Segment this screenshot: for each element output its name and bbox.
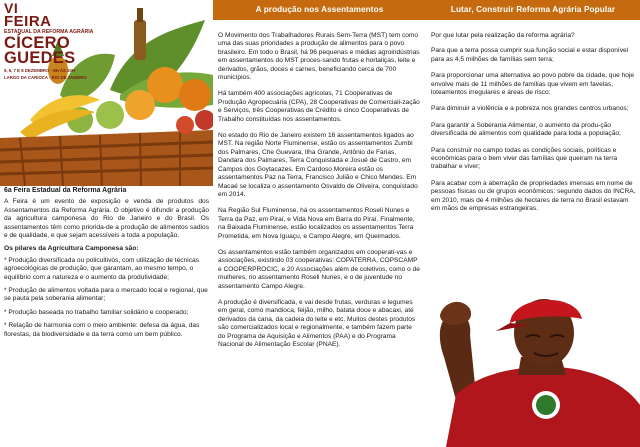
fair-intro: A Feira é um evento de exposição e venda de produtos dos Assentamentos da Reforma Agrária. O objetivo é difundir a produção da agricultura camponesa do Rio de Janeiro e do Brasil. Os assentamentos têm como priorida-de a produção de alimentos sadios e de qualidade, e que sejam acessíveis a toda a população. xyxy=(4,198,209,240)
edition-label: VI xyxy=(4,0,19,16)
poster-title-block xyxy=(4,2,114,80)
production-paragraph: A produção é diversificada, e vai desde frutas, verduras e legumes em geral, como mandioca, feijão, milho, batata doce e abacaxi, até derivados da cana, da cadeia do leite e etc. Muitos destes produtos são comercializados local e regionalmente, e também fazem parte do Programa de Aquisição e Alimentos (PAA) e do Programa Nacional de Alimentação Escolar (PNAE). xyxy=(218,298,416,348)
bottle-shape xyxy=(134,20,146,60)
struggle-answer: Para construir no campo todas as condições sociais, políticas e econômicas para o bem viver das famílias que queiram na terra trabalhar e viver; xyxy=(431,146,618,171)
struggle-question: Por que lutar pela realização da reforma agrária? xyxy=(431,32,575,39)
poster-hero xyxy=(0,0,213,186)
fair-heading: 6a Feira Estadual da Reforma Agrária xyxy=(4,187,127,194)
struggle-answer: Para proporcionar uma alternativa ao povo pobre da cidade, que hoje envolve mais de 11 milhões de famílias que vivem em favelas, loteamentos irregulares e áreas de risco; xyxy=(431,72,635,97)
tomato-fruit xyxy=(195,110,213,130)
event-label: FEIRA xyxy=(4,13,52,30)
struggle-body xyxy=(426,20,640,214)
fist-icon xyxy=(440,302,471,325)
production-paragraph: Na Região Sul Fluminense, há os assentamentos Roseli Nunes e Terra da Paz, em Piraí, e Vida Nova em Barra do Piraí. Finalmente, na Baixada Fluminense, estão localizados os assentamentos Terra Prometida, em Nova Iguaçu, e Campo Alegre, em Queimados. xyxy=(218,207,415,240)
mst-worker-figure xyxy=(426,265,640,447)
event-dates: 5, 6, 7 E 8 DEZEMBRO · 8H ÀS 20H xyxy=(4,68,75,73)
lime-fruit xyxy=(96,101,124,129)
pillar-item: * Produção diversificada ou policultivos, com utilização de técnicas agroecológicas de produção, que garantam, ao mesmo tempo, o equilíbrio com a natureza e o aumento da produtividade; xyxy=(4,256,199,281)
production-paragraph: No estado do Rio de Janeiro existem 16 assentamentos ligados ao MST. Na região Norte Fluminense, estão os assentamentos Zumbi dos Palmares, Che Guevara, Ilha Grande, Antônio de Farias, Dandara dos Palmares, Terra Conquistada e Josué de Castro, em Campos dos Goytacazes. Em Cardoso Moreira estão os assentamentos Paz na Terra, Francisco Julião e Chico Mendes. Em Macaé se localiza o assentamento Osvaldo de Oliveira, conquistado em 2014. xyxy=(218,132,418,198)
production-paragraph: Há também 400 associações agrícolas, 71 Cooperativas de Produção Agropecuária (CPA), 28 Cooperativas de Comerciali-zação e Serviços, três Cooperativas de Crédito e cinco Cooperativas de Trabalho constituídas nos assentamentos. xyxy=(218,90,420,123)
left-panel xyxy=(0,0,213,447)
struggle-answer: Para acabar com a aberração de propriedades imensas em nome de pessoas físicas ou de grupos econômicos: segundo dados do INCRA, em 2010, mais de 4 milhões de hectares de terra no Brasil estavam em mãos de empresas estrangeiras. xyxy=(431,179,636,213)
production-paragraph: O Movimento dos Trabalhadores Rurais Sem-Terra (MST) tem como uma das suas prioridades a produção de alimentos para o povo brasileiro. Em todo o Brasil, há 96 pequenas e médias agroindústrias em assentamentos do MST proces-sando frutas e hortaliças, leite e derivados, grãos, doces e carnes, beneficiando cerca de 700 municípios. xyxy=(218,32,420,82)
orange-fruit xyxy=(179,79,211,111)
right-panel xyxy=(426,0,640,447)
bottle-neck xyxy=(137,8,143,22)
pillar-item: * Produção de alimentos voltada para o mercado local e regional, que se pauta pela soberania alimentar; xyxy=(4,287,208,303)
production-paragraph: Os assentamentos estão também organizados em cooperati-vas e associações, existindo 03 cooperativas: COPATERRA, COPSCAMP e COOPERPROCIC, e 20 Associações além de coletivos, como o de mulheres, no assentamento Roseli Nunes, e o de juventude no assentamento Campo Alegre. xyxy=(218,248,420,290)
tomato-fruit xyxy=(176,116,194,134)
mst-worker-illustration xyxy=(426,265,640,447)
orange-fruit xyxy=(125,90,155,120)
middle-panel xyxy=(213,0,426,447)
struggle-header: Lutar, Construir Reforma Agrária Popular xyxy=(426,0,640,20)
mst-badge-inner xyxy=(536,395,556,415)
pillar-item: * Relação de harmonia com o meio ambiente: defesa da água, das florestas, da biodiversidade e da terra como um bem público. xyxy=(4,322,200,338)
honoree-line-2: GUEDES xyxy=(4,49,76,67)
struggle-answer: Para diminuir a violência e a pobreza nos grandes centros urbanos; xyxy=(431,105,629,113)
struggle-answer: Para que a terra possa cumprir sua função social e estar disponível para as 4,5 milhões de famílias sem terra; xyxy=(431,47,629,63)
pillars-heading: Os pilares da Agricultura Camponesa são: xyxy=(4,245,139,253)
pillar-item: * Produção baseada no trabalho familiar solidário e cooperado; xyxy=(4,308,189,316)
fair-description xyxy=(4,187,209,344)
pillars-list xyxy=(4,257,209,339)
event-venue: LARGO DA CARIOCA · RIO DE JANEIRO xyxy=(4,75,87,80)
production-header: A produção nos Assentamentos xyxy=(213,0,426,20)
honoree-line-1: CÍCERO xyxy=(4,34,70,52)
event-subtitle: ESTADUAL DA REFORMA AGRÁRIA xyxy=(4,29,94,35)
production-body xyxy=(213,20,426,349)
struggle-answer: Para garantir a Soberania Alimentar, o aumento da produ-ção diversificada de alimentos com qualidade para toda a população; xyxy=(431,121,621,138)
